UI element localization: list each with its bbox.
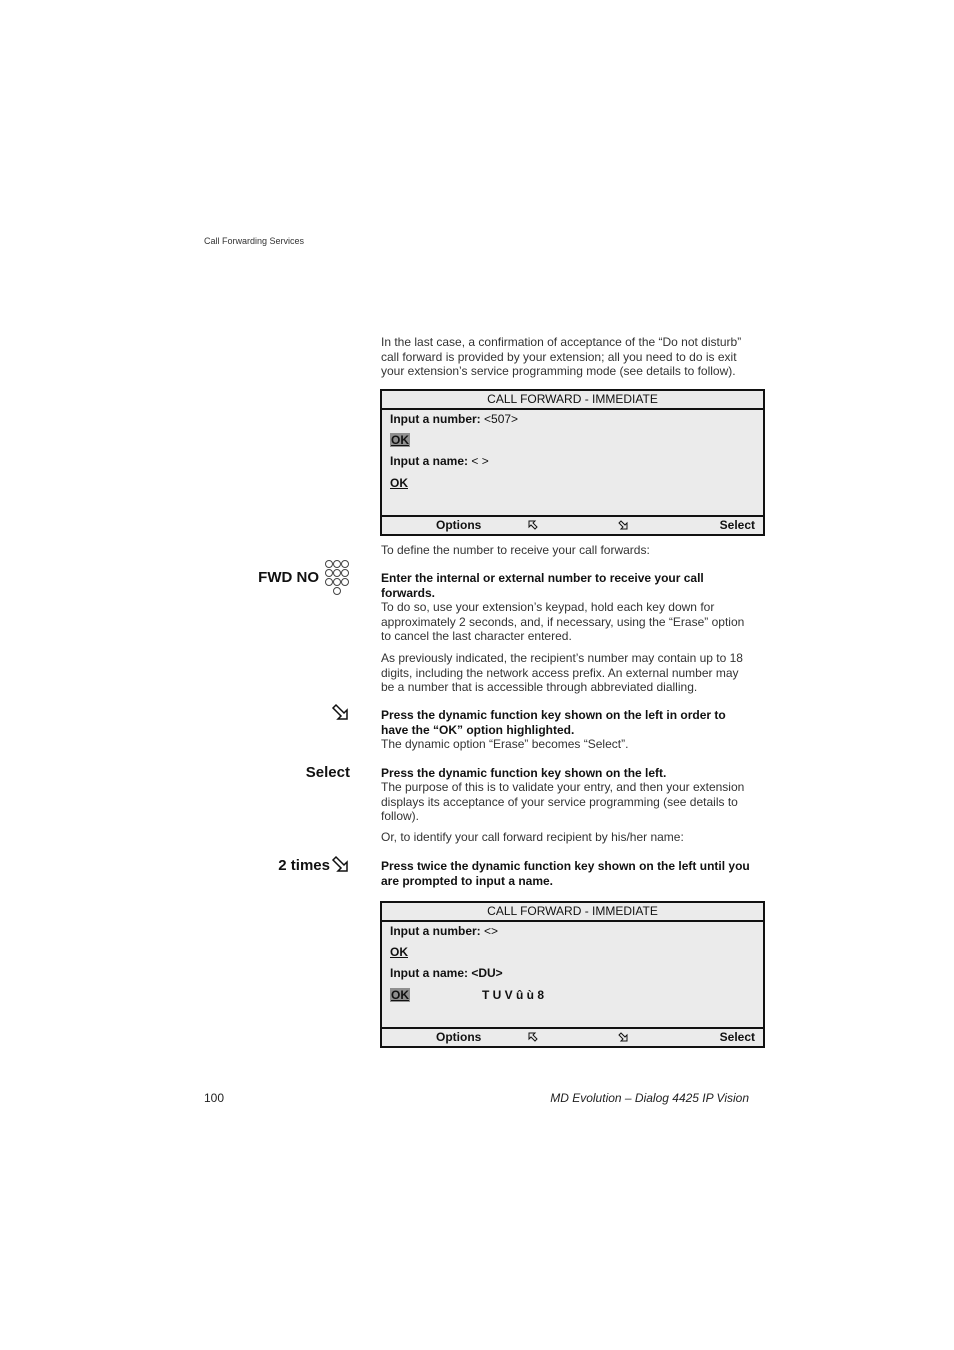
down-arrow-key-icon-2 (331, 855, 349, 873)
down-arrow-icon (617, 1031, 629, 1043)
number-line (390, 924, 498, 938)
two-times-heading: Press twice the dynamic function key shown on the left until you are prompted to input a name. (381, 859, 750, 888)
fwd-no-text-2: As previously indicated, the recipient’s number may contain up to 18 digits, including the network access prefix. An external number may be a number that is accessible through abbreviated dialling. (381, 651, 743, 694)
display-title: CALL FORWARD - IMMEDIATE (382, 391, 763, 410)
phone-display-1 (380, 389, 765, 536)
options-softkey: Options (436, 518, 482, 532)
keypad-icon (325, 560, 351, 596)
name-label: Input a name: (390, 454, 469, 468)
number-label: Input a number: (390, 412, 481, 426)
down-arrow-icon (617, 519, 629, 531)
running-header: Call Forwarding Services (204, 236, 305, 246)
select-softkey: Select (719, 1030, 755, 1044)
name-label: Input a name: <DU> (390, 966, 503, 980)
number-label: Input a number: (390, 924, 481, 938)
ok-option-highlighted: OK (391, 988, 409, 1002)
fwd-no-heading: Enter the internal or external number to receive your call forwards. (381, 571, 704, 600)
arrow-step-text: The dynamic option “Erase” becomes “Select”. (381, 737, 629, 751)
page-number: 100 (204, 1091, 225, 1105)
ok-line-2 (390, 476, 408, 490)
intro-paragraph: In the last case, a confirmation of acceptance of the “Do not disturb” call forward is provided by your extension; all you need to do is exit your extension’s service programming mode (see details to follow). (381, 335, 742, 378)
character-set: T U V û ù 8 (482, 988, 545, 1002)
ok-option: OK (390, 945, 408, 959)
fwd-no-text: To do so, use your extension’s keypad, hold each key down for approximately 2 seconds, and, if necessary, using the “Erase” option to cancel the last character entered. (381, 600, 745, 643)
up-arrow-icon (527, 1031, 539, 1043)
softkey-bar (382, 515, 763, 534)
display-title: CALL FORWARD - IMMEDIATE (382, 903, 763, 922)
softkey-bar (382, 1027, 763, 1046)
select-step-text: The purpose of this is to validate your entry, and then your extension displays its acceptance of your service programming (see details to follow). (381, 780, 745, 823)
select-softkey: Select (719, 518, 755, 532)
fwd-no-label: FWD NO (258, 569, 319, 586)
select-step-heading: Press the dynamic function key shown on the left. (381, 766, 667, 780)
name-value: < > (471, 454, 489, 468)
ok-line-1 (390, 433, 410, 447)
ok-option: OK (390, 476, 408, 490)
number-line (390, 412, 518, 426)
define-text: To define the number to receive your call forwards: (381, 543, 650, 557)
name-line (390, 454, 489, 468)
select-step-text-2: Or, to identify your call forward recipient by his/her name: (381, 830, 684, 844)
two-times-label: 2 times (278, 857, 330, 874)
options-softkey: Options (436, 1030, 482, 1044)
ok-option-highlighted: OK (391, 433, 409, 447)
number-value: <507> (484, 412, 519, 426)
number-value: <> (484, 924, 499, 938)
down-arrow-key-icon (331, 703, 349, 721)
ok-line-1 (390, 945, 408, 959)
name-line (390, 966, 503, 980)
document-title: MD Evolution – Dialog 4425 IP Vision (550, 1091, 749, 1105)
select-label: Select (305, 764, 350, 781)
ok-line-2 (390, 988, 410, 1002)
phone-display-2 (380, 901, 765, 1048)
up-arrow-icon (527, 519, 539, 531)
arrow-step-heading: Press the dynamic function key shown on the left in order to have the “OK” option highlighted. (381, 708, 726, 737)
